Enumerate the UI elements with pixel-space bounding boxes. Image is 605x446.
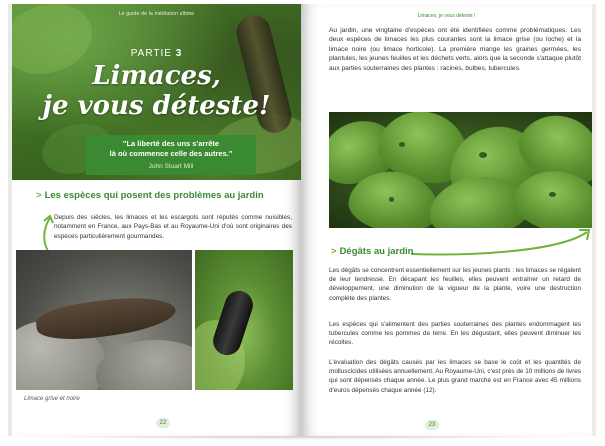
running-head-right: Limaces, je vous déteste ! (417, 13, 476, 19)
section-title-damage-text: Dégâts au jardin (339, 246, 414, 257)
part-label (12, 48, 301, 59)
right-page (301, 4, 596, 436)
part-word: PARTIE (130, 48, 172, 59)
chevron-right-icon: > (36, 190, 42, 201)
quote-box (86, 135, 256, 175)
grey-slug-shape (34, 290, 178, 345)
hosta-photo (329, 112, 593, 228)
leaf-hole (389, 197, 394, 202)
leaf-hole (549, 192, 556, 197)
quote-line-2: là où commence celle des autres." (109, 148, 233, 158)
open-book (8, 4, 597, 440)
paragraph-damage-3: L'évaluation des dégâts causés par les limaces se base le coût et les quantités de molluscicides utilisées annuellement. Au Royaume-Uni, c'est près de 10 millions de livres qui sont dépensés chaque année. Le plus grand marché est en France avec 45 millions d'euros dépensés chaque année (12). (329, 359, 581, 394)
section-title (36, 190, 296, 201)
slug-photo-black (195, 250, 293, 390)
intro-paragraph: Depuis des siècles, les limaces et les escargots sont réputés comme nuisibles, notamment en France, aux Pays-Bas et au Royaume-Uni d'où sont originaires des espèces particulièrement gourmandes. (54, 214, 292, 240)
quote-author: John Stuart Mill (148, 163, 194, 170)
photo-caption: Limace grise et noire (24, 396, 80, 402)
left-page (8, 4, 301, 436)
rock-shape (96, 340, 192, 390)
curved-arrow-icon (409, 226, 596, 256)
page-number-left: 22 (156, 418, 170, 428)
title-line-2: je vous déteste! (42, 91, 271, 121)
paragraph-damage-2: Les espèces qui s'alimentent des parties souterraines des plantes endommagent les tubercules comme les pommes de terre. En les dégustant, elles peuvent diminuer les récoltes. (329, 321, 581, 347)
quote-line-1: "La liberté des uns s'arrête (122, 139, 220, 148)
paragraph-damage-1: Les dégâts se concentrent essentiellement sur les jeunes plants : les limaces se régalent de leur tendresse. En décapant les feuilles, elles peuvent entraîner un retard de développement, une diminution de la vigueur de la plante, voire une destruction complète des plantes. (329, 267, 581, 302)
slug-photo-grey (16, 250, 192, 390)
part-number: 3 (175, 48, 183, 59)
paragraph-species: Au jardin, une vingtaine d'espèces ont été identifiées comme problématiques. Les deux espèces de limaces les plus courantes sont la limace grise (ou loche) et la limace noire (ou limace horticole). La première mange les graines germées, les plantules, les jeunes feuilles et les déchets verts, alors que la seconde s'attaque plutôt aux parties souterraines des plantes : racines, bulbes, tubercules. (329, 27, 581, 72)
section-title-damage (331, 246, 413, 257)
running-head: Le guide de la médiation ultime (118, 11, 195, 17)
page-number-right: 23 (425, 420, 439, 430)
quote-text (86, 139, 256, 158)
leaf-hole (399, 142, 405, 147)
chapter-title (12, 61, 301, 121)
chevron-right-icon: > (331, 246, 337, 257)
hero-photo (12, 4, 301, 180)
title-line-1: Limaces, (92, 61, 221, 91)
leaf-hole (479, 152, 487, 158)
section-title-text: Les espèces qui posent des problèmes au jardin (44, 190, 264, 201)
